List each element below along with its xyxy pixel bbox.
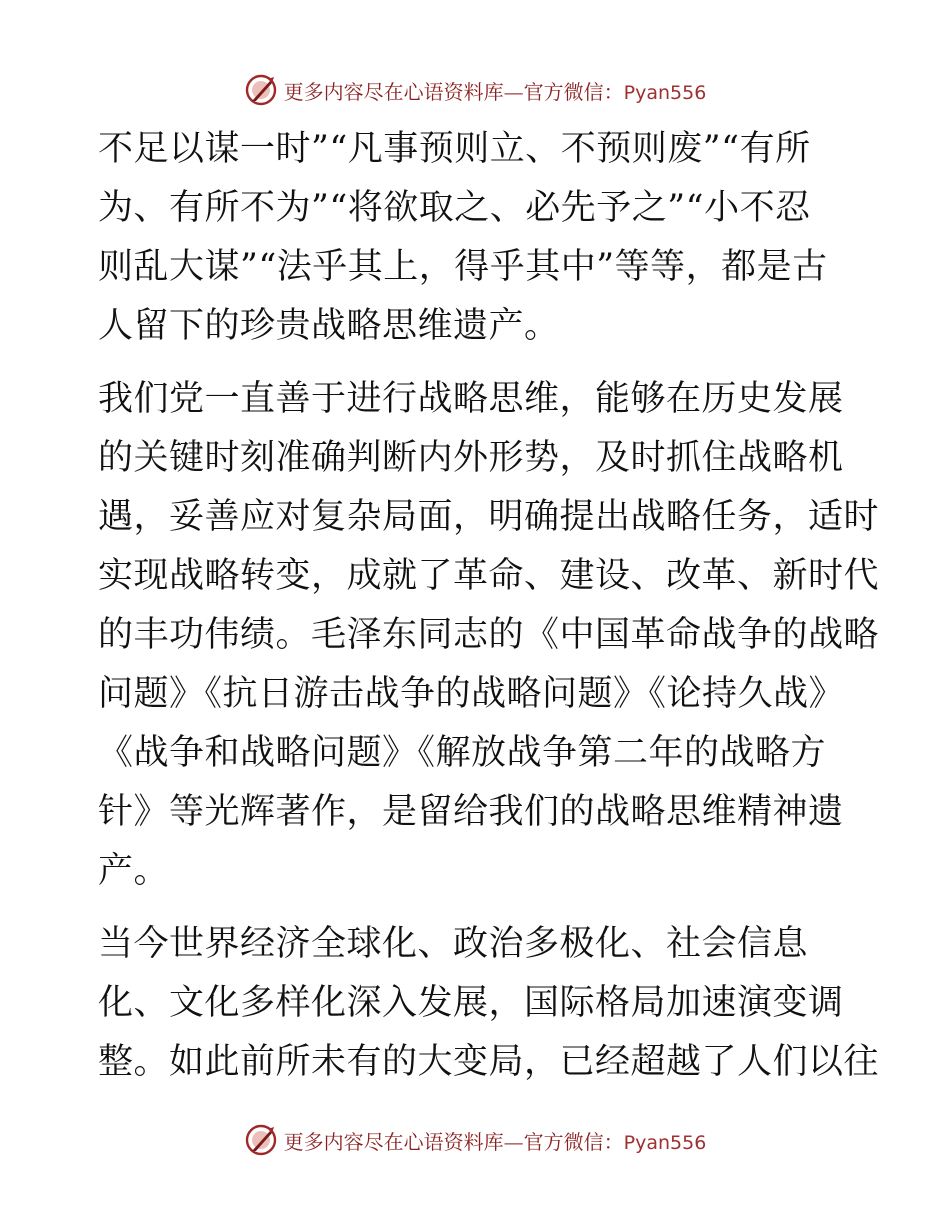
text-line: 产。 [98, 851, 170, 891]
text-line: 则乱大谋”“法乎其上，得乎其中”等等，都是古 [98, 247, 828, 287]
paragraph-2 [98, 370, 880, 901]
document-body [98, 120, 880, 1092]
header-brand: 更多内容尽在心语资料库 [283, 79, 504, 104]
text-line: 人留下的珍贵战略思维遗产。 [98, 306, 560, 346]
footer-brand: 更多内容尽在心语资料库 [283, 1129, 504, 1154]
header-separator: — [503, 79, 524, 104]
header-wechat-label: 官方微信： [523, 79, 624, 104]
paragraph-3 [98, 915, 880, 1092]
text-line: 的丰功伟绩。毛泽东同志的《中国革命战争的战略 [98, 615, 880, 655]
paragraph-1 [98, 120, 858, 356]
quill-seal-icon [244, 1123, 278, 1157]
text-line: 问题》《抗日游击战争的战略问题》《论持久战》 [98, 674, 845, 714]
text-line: 为、有所不为”“将欲取之、必先予之”“小不忍 [98, 188, 811, 228]
quill-seal-icon [244, 73, 278, 107]
text-line: 我们党一直善于进行战略思维，能够在历史发展 [98, 379, 844, 419]
header-text [284, 76, 707, 105]
footer-banner [0, 1120, 950, 1160]
text-line: 整。如此前所未有的大变局，已经超越了人们以往 [98, 1042, 880, 1082]
footer-wechat-label: 官方微信： [523, 1129, 624, 1154]
footer-text [284, 1126, 707, 1155]
footer-separator: — [503, 1129, 524, 1154]
text-line: 遇，妥善应对复杂局面，明确提出战略任务，适时 [98, 497, 880, 537]
text-line: 化、文化多样化深入发展，国际格局加速演变调 [98, 983, 844, 1023]
text-line: 的关键时刻准确判断内外形势，及时抓住战略机 [98, 438, 844, 478]
text-line: 当今世界经济全球化、政治多极化、社会信息 [98, 924, 809, 964]
header-banner [0, 70, 950, 110]
header-wechat-id: Pyan556 [623, 81, 707, 104]
text-line: 针》等光辉著作，是留给我们的战略思维精神遗 [98, 792, 844, 832]
text-line: 不足以谋一时”“凡事预则立、不预则废”“有所 [98, 129, 811, 169]
footer-wechat-id: Pyan556 [623, 1131, 707, 1154]
text-line: 实现战略转变，成就了革命、建设、改革、新时代 [98, 556, 880, 596]
text-line: 《战争和战略问题》《解放战争第二年的战略方 [98, 733, 827, 773]
